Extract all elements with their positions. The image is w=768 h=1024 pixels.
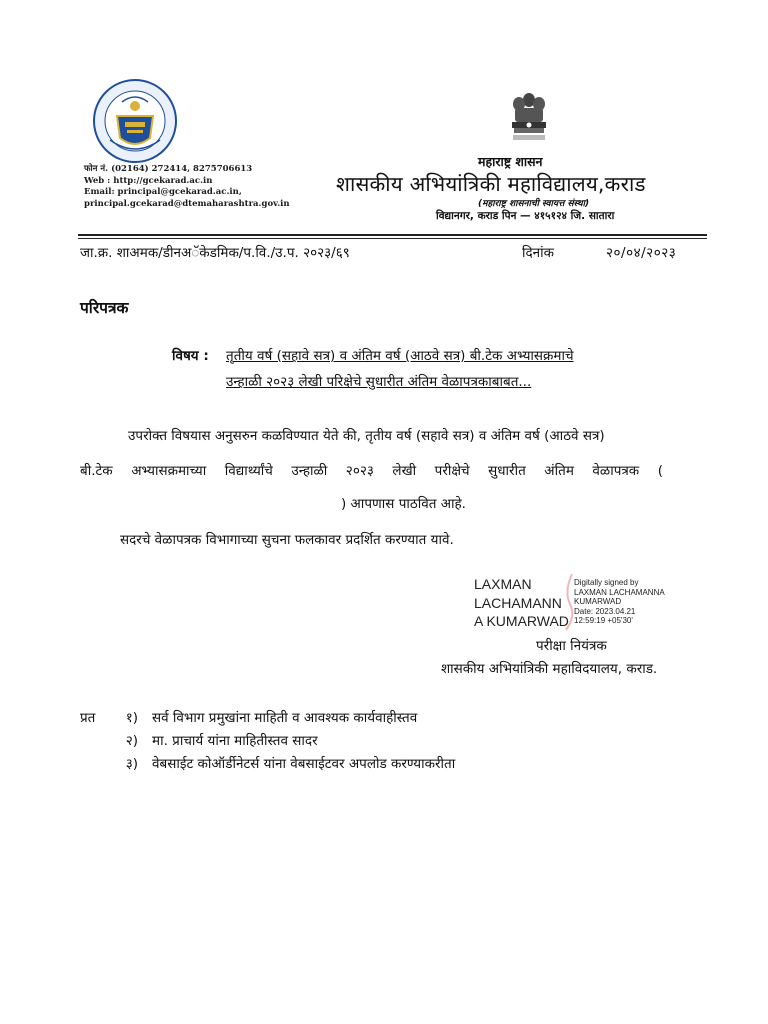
contact-web: Web : http://gcekarad.ac.in	[84, 175, 213, 186]
college-seal-logo	[92, 78, 178, 164]
copy-item-number: ३)	[125, 756, 138, 772]
date-label: दिनांक	[522, 245, 555, 261]
signer-name-line-1: LAXMAN	[474, 576, 532, 592]
body-line-1: उपरोक्त विषयास अनुसरुन कळविण्यात येते की, तृतीय वर्ष (सहावे सत्र) व अंतिम वर्ष (आठवे सत्र)	[128, 428, 605, 444]
body-line-3: ) आपणास पाठवित आहे.	[341, 496, 466, 512]
contact-block	[84, 164, 290, 210]
autonomous-note: (महाराष्ट्र शासनाची स्वायत्त संस्था)	[478, 199, 590, 209]
subject-line-1: तृतीय वर्ष (सहावे सत्र) व अंतिम वर्ष (आठवे सत्र) बी.टेक अभ्यासक्रमाचे	[226, 348, 574, 364]
college-address: विद्यानगर, कराड पिन — ४१५१२४ जि. सातारा	[436, 210, 615, 222]
digital-sign-line-1: Digitally signed by	[574, 578, 639, 587]
digital-sign-line-3: KUMARWAD	[574, 597, 622, 606]
circular-title: परिपत्रक	[80, 299, 129, 317]
digital-signature-details	[574, 578, 665, 626]
copy-item-text: मा. प्राचार्य यांना माहितीस्तव सादर	[152, 733, 318, 749]
copy-item-number: २)	[125, 733, 138, 749]
contact-phone: फोन नं. (02164) 272414, 8275706613	[84, 164, 253, 174]
subject-label: विषय :	[172, 348, 209, 364]
copy-item-number: १)	[125, 710, 138, 726]
digital-sign-line-4: Date: 2023.04.21	[574, 606, 636, 616]
contact-email-1: Email: principal@gcekarad.ac.in,	[84, 187, 242, 197]
subject-line-2: उन्हाळी २०२३ लेखी परिक्षेचे सुधारीत अंतिम वेळापत्रकाबाबत...	[226, 374, 532, 390]
digital-sign-line-5: 12:59:19 +05'30'	[574, 616, 633, 625]
copy-item-text: वेबसाईट कोऑर्डीनेटर्स यांना वेबसाईटवर अपलोड करण्याकरीता	[152, 756, 456, 772]
copy-label: प्रत	[80, 710, 96, 726]
signer-title: परीक्षा नियंत्रक	[536, 638, 607, 654]
college-name: शासकीय अभियांत्रिकी महाविद्यालय,कराड	[336, 172, 646, 196]
header-divider-thin	[78, 238, 707, 239]
contact-email-2: principal.gcekarad@dtemaharashtra.gov.in	[84, 198, 290, 209]
header-divider	[78, 234, 707, 236]
signer-college: शासकीय अभियांत्रिकी महाविदयालय, कराड.	[441, 661, 658, 677]
state-emblem-icon	[503, 88, 555, 150]
signer-name-line-3: A KUMARWAD	[474, 613, 569, 629]
signer-name-line-2: LACHAMANN	[474, 594, 562, 611]
date-value: २०/०४/२०२३	[606, 245, 677, 261]
body-line-2: बी.टेक अभ्यासक्रमाच्या विद्यार्थ्यांचे उन्हाळी २०२३ लेखी परीक्षेचे सुधारीत अंतिम वेळापत्रक (	[80, 463, 663, 479]
signer-name	[474, 575, 569, 631]
digital-sign-line-2: LAXMAN LACHAMANNA	[574, 587, 665, 597]
body-line-4: सदरचे वेळापत्रक विभागाच्या सुचना फलकावर प्रदर्शित करण्यात यावे.	[120, 532, 454, 548]
reference-number: जा.क्र. शाअमक/डीनअॅकेडमिक/प.वि./उ.प. २०२३/६९	[80, 245, 350, 261]
government-name: महाराष्ट्र शासन	[478, 154, 543, 169]
copy-item-text: सर्व विभाग प्रमुखांना माहिती व आवश्यक कार्यवाहीस्तव	[152, 710, 418, 726]
